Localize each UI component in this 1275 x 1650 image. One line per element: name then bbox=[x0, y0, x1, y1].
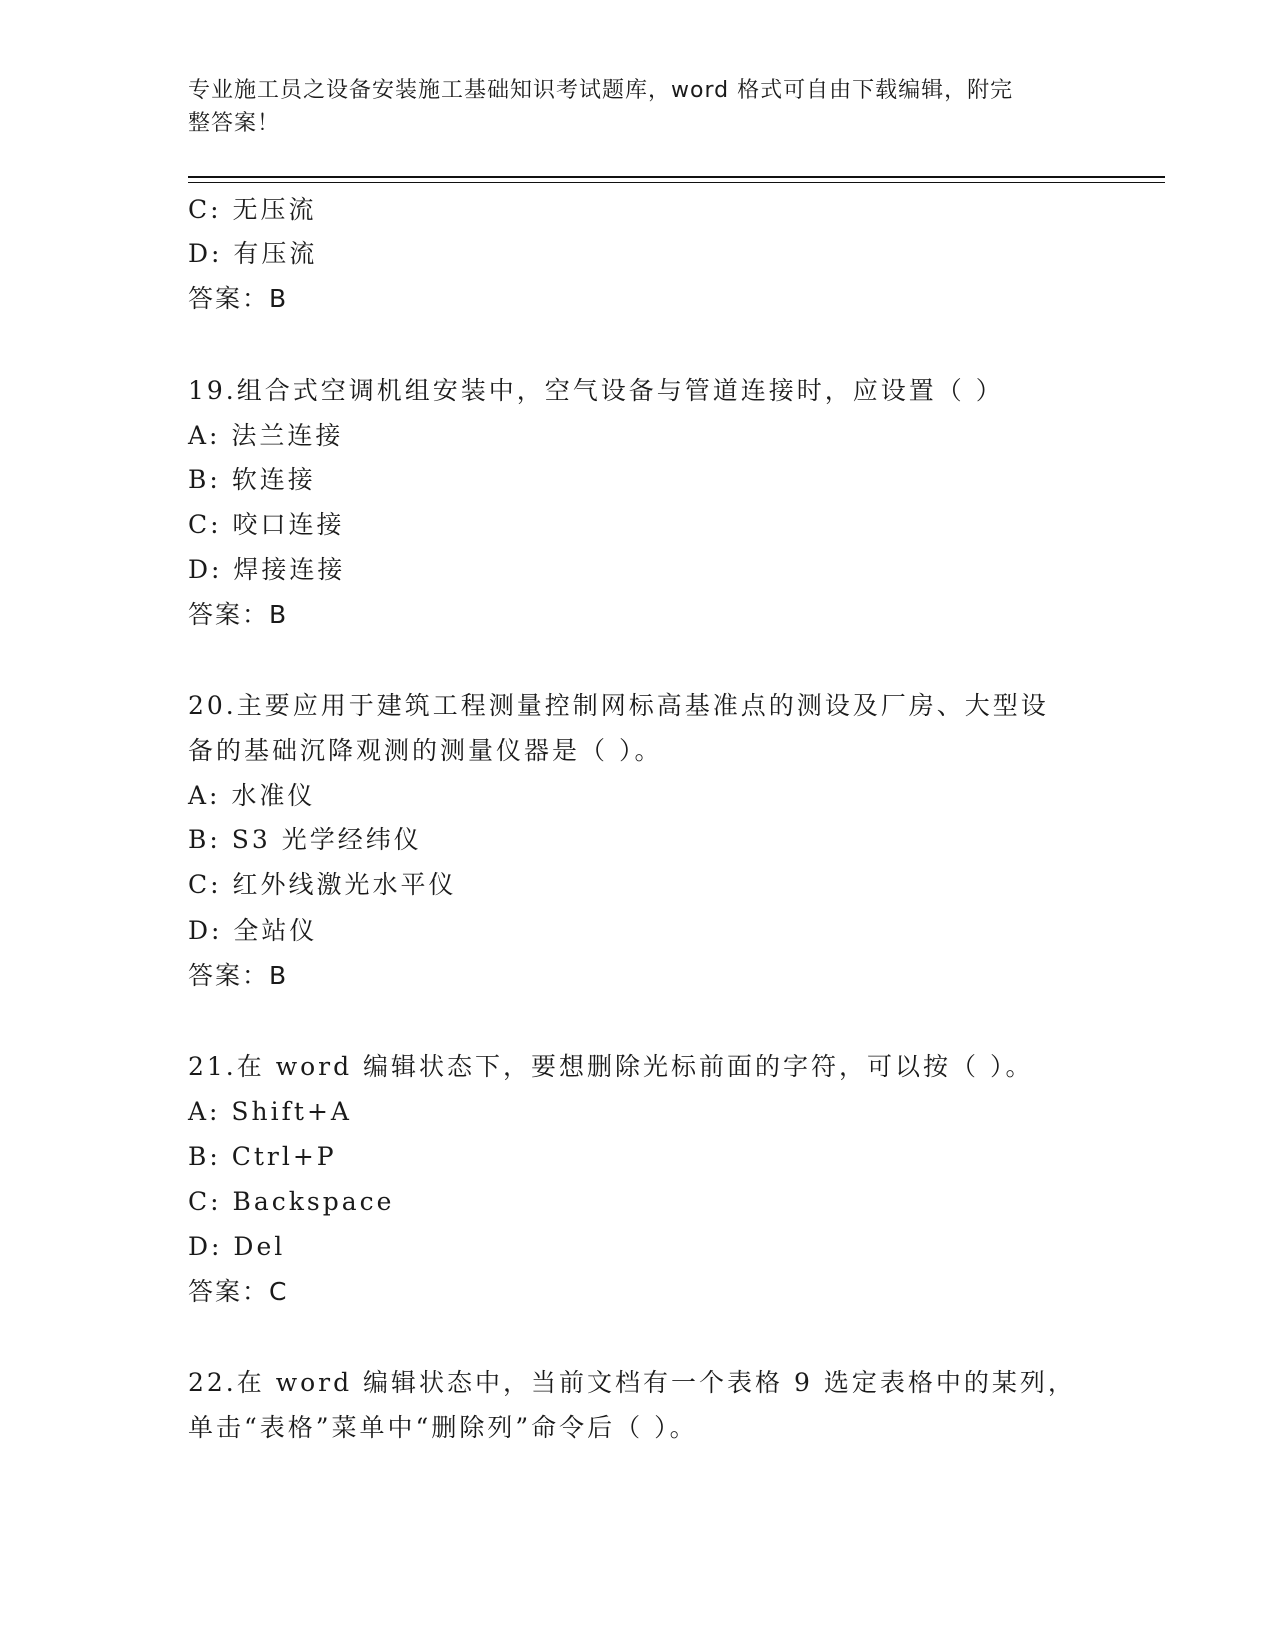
q21-option-b: B: Ctrl+P bbox=[188, 1142, 337, 1171]
prev-option-c: C: 无压流 bbox=[188, 195, 317, 224]
header-title-line-1: 专业施工员之设备安装施工基础知识考试题库，word 格式可自由下载编辑，附完 bbox=[188, 78, 1014, 103]
q19-option-c: C: 咬口连接 bbox=[188, 510, 345, 539]
q20-option-b: B: S3 光学经纬仪 bbox=[188, 825, 422, 854]
q20-stem-line-1: 20.主要应用于建筑工程测量控制网标高基准点的测设及厂房、大型设 bbox=[188, 691, 1049, 720]
q21-stem: 21.在 word 编辑状态下，要想删除光标前面的字符，可以按（ ）。 bbox=[188, 1052, 1034, 1081]
q21-option-c: C: Backspace bbox=[188, 1187, 395, 1216]
q19-answer: 答案：B bbox=[188, 600, 289, 629]
q21-answer: 答案：C bbox=[188, 1277, 289, 1306]
prev-option-d: D: 有压流 bbox=[188, 239, 318, 268]
q19-option-b: B: 软连接 bbox=[188, 465, 316, 494]
q20-option-d: D: 全站仪 bbox=[188, 916, 318, 945]
q20-answer: 答案：B bbox=[188, 961, 289, 990]
q19-stem: 19.组合式空调机组安装中，空气设备与管道连接时，应设置（ ） bbox=[188, 376, 1004, 405]
q22-stem-line-1: 22.在 word 编辑状态中，当前文档有一个表格 9 选定表格中的某列， bbox=[188, 1368, 1076, 1397]
header-divider-thin bbox=[188, 182, 1165, 183]
header-divider-thick bbox=[188, 176, 1165, 178]
prev-answer: 答案：B bbox=[188, 284, 289, 313]
q21-option-a: A: Shift+A bbox=[188, 1097, 352, 1126]
q19-option-a: A: 法兰连接 bbox=[188, 421, 344, 450]
q21-option-d: D: Del bbox=[188, 1232, 286, 1261]
q20-stem-line-2: 备的基础沉降观测的测量仪器是（ ）。 bbox=[188, 736, 663, 765]
q20-option-c: C: 红外线激光水平仪 bbox=[188, 870, 457, 899]
q19-option-d: D: 焊接连接 bbox=[188, 555, 346, 584]
q22-stem-line-2: 单击“表格”菜单中“删除列”命令后（ ）。 bbox=[188, 1413, 698, 1442]
document-header bbox=[188, 74, 1068, 140]
header-title-line-2: 整答案！ bbox=[188, 111, 281, 136]
q20-option-a: A: 水准仪 bbox=[188, 781, 316, 810]
